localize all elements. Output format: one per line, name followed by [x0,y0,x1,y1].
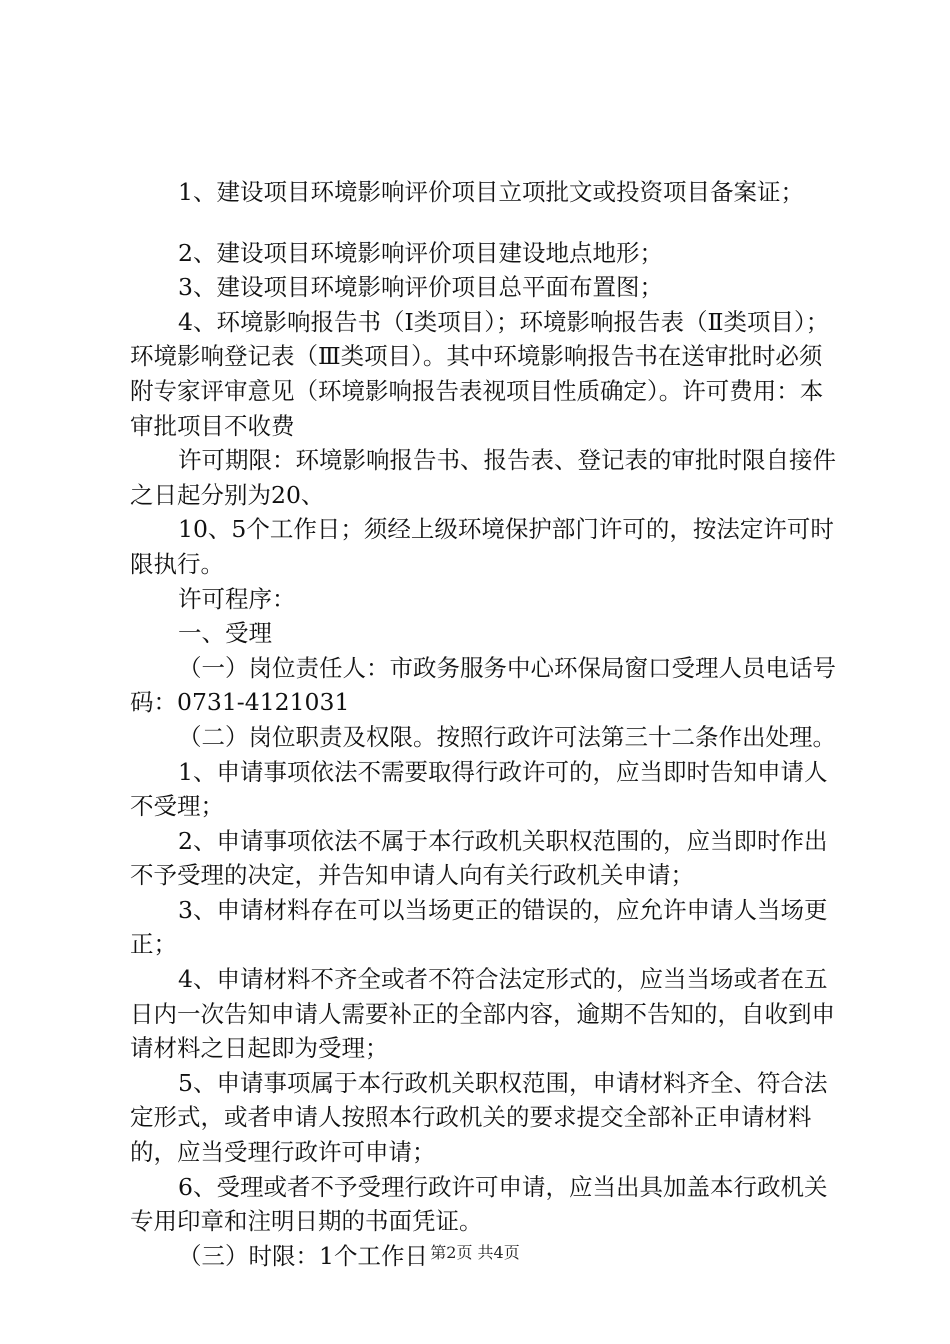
paragraph: 1、建设项目环境影响评价项目立项批文或投资项目备案证； [178,178,804,206]
page-footer: 第2页 共4页 [430,1243,520,1262]
paragraph: （三）时限：1个工作日 [178,1241,428,1270]
paragraph: 3、申请材料存在可以当场更正的错误的，应允许申请人当场更正； [130,895,828,959]
paragraph: 4、申请材料不齐全或者不符合法定形式的，应当当场或者在五日内一次告知申请人需要补正的全部内容，逾期不告知的，自收到申请材料之日起即为受理； [130,965,835,1063]
paragraph: 5、申请事项属于本行政机关职权范围，申请材料齐全、符合法定形式，或者申请人按照本行政机关的要求提交全部补正申请材料的，应当受理行政许可申请； [130,1068,828,1167]
paragraph: 4、环境影响报告书（Ⅰ类项目）；环境影响报告表（Ⅱ类项目）；环境影响登记表（Ⅲ类项目）。其中环境影响报告书在送审批时必须附专家评审意见（环境影响报告表视项目性质确定）。许可费用：本审批项目不收费 [130,307,830,440]
paragraph: 许可程序： [178,584,296,613]
paragraph: 3、建设项目环境影响评价项目总平面布置图； [178,273,663,302]
paragraph: 10、5个工作日；须经上级环境保护部门许可的，按法定许可时限执行。 [130,515,834,578]
paragraph: 1、申请事项依法不需要取得行政许可的，应当即时告知申请人不受理； [130,757,828,821]
paragraph: 一、受理 [178,619,272,648]
paragraph: 2、申请事项依法不属于本行政机关职权范围的，应当即时作出不予受理的决定，并告知申请人向有关行政机关申请； [130,826,828,890]
paragraph: 2、建设项目环境影响评价项目建设地点地形； [178,238,663,267]
paragraph: （二）岗位职责及权限。按照行政许可法第三十二条作出处理。 [178,722,836,751]
paragraph: （一）岗位责任人：市政务服务中心环保局窗口受理人员电话号码：0731-4121031 [130,653,836,717]
paragraph: 6、受理或者不予受理行政许可申请，应当出具加盖本行政机关专用印章和注明日期的书面凭证。 [130,1172,828,1236]
paragraph: 许可期限：环境影响报告书、报告表、登记表的审批时限自接件之日起分别为20、 [130,446,836,509]
document-body [130,175,842,1273]
